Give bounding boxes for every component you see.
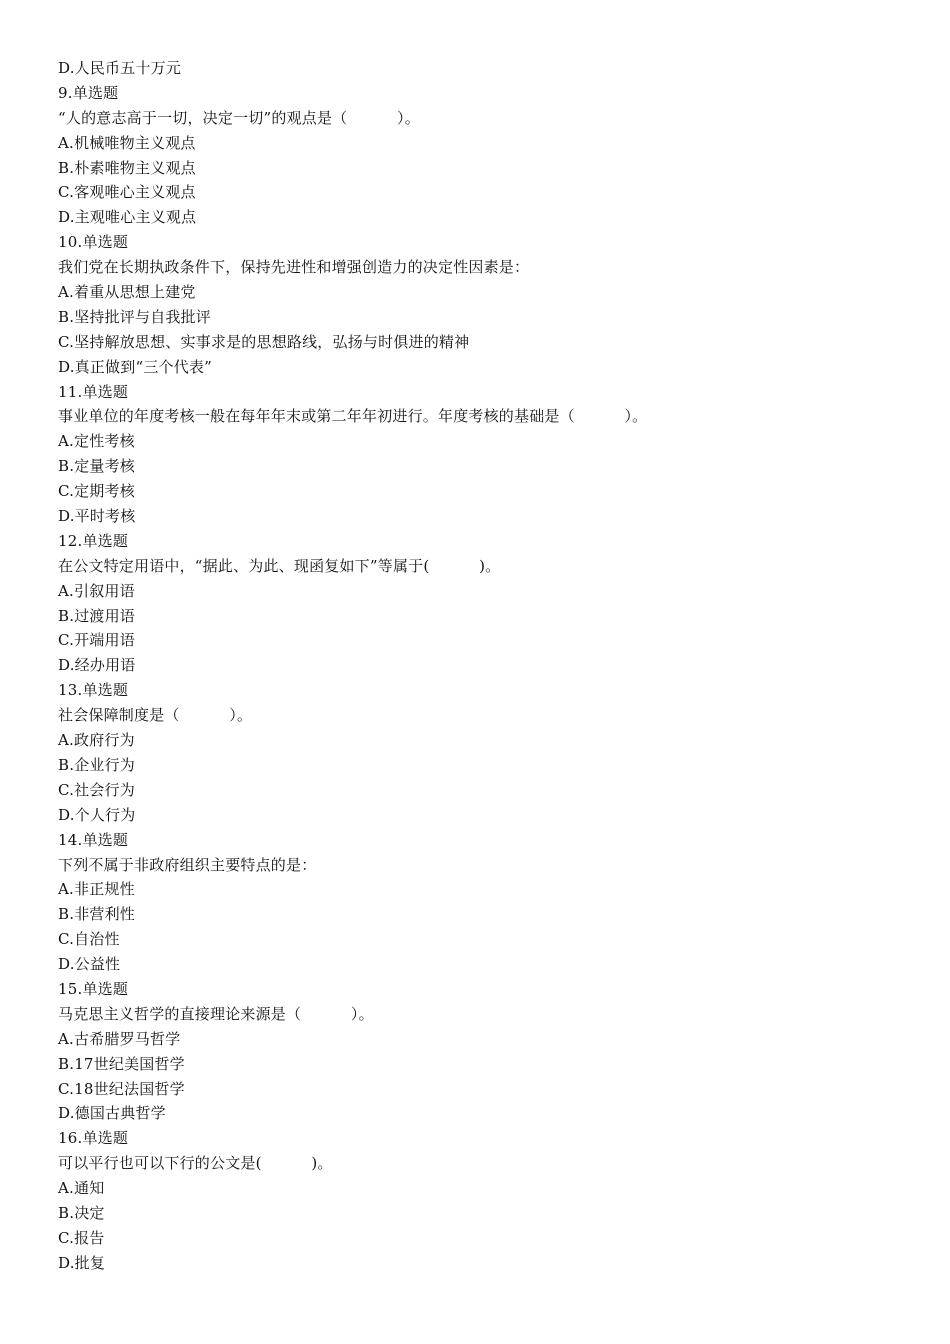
document-page bbox=[58, 56, 918, 1276]
option-line: D.平时考核 bbox=[58, 507, 136, 526]
option-line: B.企业行为 bbox=[58, 755, 135, 774]
option-line: A.定性考核 bbox=[58, 432, 135, 451]
option-line: C.开端用语 bbox=[58, 631, 135, 650]
option-line: C.客观唯心主义观点 bbox=[58, 183, 196, 202]
option-line: C.自治性 bbox=[58, 930, 120, 949]
option-line: D.人民币五十万元 bbox=[58, 59, 182, 77]
question-text: 下列不属于非政府组织主要特点的是： bbox=[58, 855, 317, 874]
option-line: A.通知 bbox=[58, 1179, 105, 1198]
question-number: 9.单选题 bbox=[58, 83, 119, 102]
option-line: C.社会行为 bbox=[58, 780, 135, 799]
option-line: D.主观唯心主义观点 bbox=[58, 208, 197, 227]
option-line: A.引叙用语 bbox=[58, 581, 135, 600]
option-line: D.德国古典哲学 bbox=[58, 1104, 166, 1123]
question-text: 社会保障制度是（ ）。 bbox=[58, 706, 253, 725]
question-text: “人的意志高于一切，决定一切”的观点是（ ）。 bbox=[58, 108, 420, 127]
question-number: 16.单选题 bbox=[58, 1129, 129, 1148]
option-line: D.真正做到“三个代表” bbox=[58, 357, 212, 376]
option-line: A.非正规性 bbox=[58, 880, 135, 899]
question-text: 我们党在长期执政条件下，保持先进性和增强创造力的决定性因素是： bbox=[58, 258, 530, 277]
question-number: 15.单选题 bbox=[58, 979, 129, 998]
option-line: B.决定 bbox=[58, 1203, 105, 1222]
option-line: B.17世纪美国哲学 bbox=[58, 1054, 185, 1073]
question-number: 14.单选题 bbox=[58, 830, 129, 849]
question-number: 13.单选题 bbox=[58, 681, 129, 700]
question-number: 12.单选题 bbox=[58, 531, 129, 550]
option-line: A.机械唯物主义观点 bbox=[58, 133, 196, 152]
question-number: 11.单选题 bbox=[58, 382, 129, 401]
question-text: 马克思主义哲学的直接理论来源是（ ）。 bbox=[58, 1004, 374, 1023]
option-line: B.非营利性 bbox=[58, 905, 135, 924]
question-text: 可以平行也可以下行的公文是( )。 bbox=[58, 1154, 333, 1173]
option-line: D.经办用语 bbox=[58, 656, 136, 675]
option-line: C.18世纪法国哲学 bbox=[58, 1079, 185, 1098]
option-line: C.报告 bbox=[58, 1228, 105, 1247]
option-line: D.批复 bbox=[58, 1253, 106, 1272]
question-text: 事业单位的年度考核一般在每年年末或第二年年初进行。年度考核的基础是（ ）。 bbox=[58, 407, 648, 426]
option-line: B.坚持批评与自我批评 bbox=[58, 307, 211, 326]
option-line: B.过渡用语 bbox=[58, 606, 135, 625]
option-line: D.公益性 bbox=[58, 955, 121, 974]
option-line: B.定量考核 bbox=[58, 457, 135, 476]
question-number: 10.单选题 bbox=[58, 233, 129, 252]
option-line: A.着重从思想上建党 bbox=[58, 283, 196, 302]
option-line: C.定期考核 bbox=[58, 482, 135, 501]
option-line: A.古希腊罗马哲学 bbox=[58, 1029, 181, 1048]
option-line: A.政府行为 bbox=[58, 731, 135, 750]
question-text: 在公文特定用语中，“据此、为此、现函复如下”等属于( )。 bbox=[58, 556, 501, 575]
option-line: C.坚持解放思想、实事求是的思想路线，弘扬与时俱进的精神 bbox=[58, 332, 470, 351]
option-line: D.个人行为 bbox=[58, 805, 136, 824]
option-line: B.朴素唯物主义观点 bbox=[58, 158, 196, 177]
